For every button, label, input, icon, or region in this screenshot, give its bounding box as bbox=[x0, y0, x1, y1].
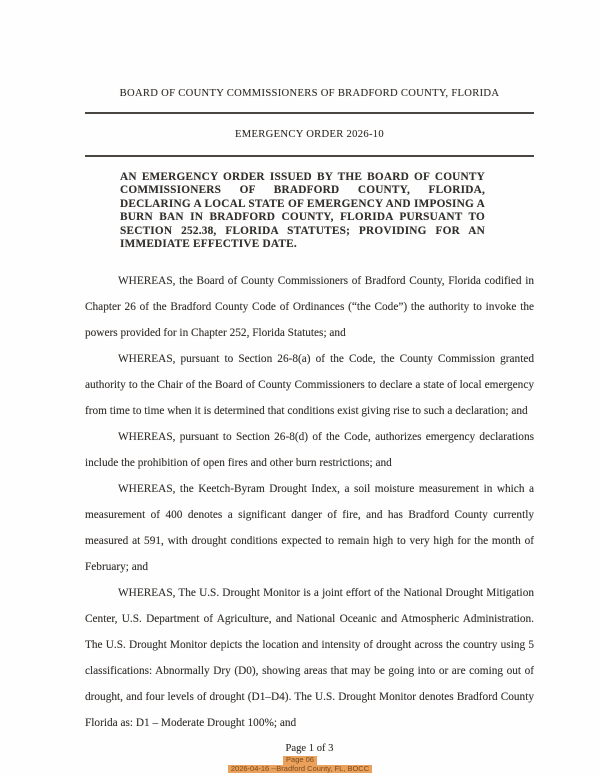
document-header: BOARD OF COUNTY COMMISSIONERS OF BRADFORD COUNTY, FLORIDA bbox=[119, 88, 500, 99]
annotation-page-label: Page 06 bbox=[283, 756, 317, 765]
order-title: AN EMERGENCY ORDER ISSUED BY THE BOARD OF COUNTY COMMISSIONERS OF BRADFORD COUNTY, FLORIDA, DECLARING A LOCAL STATE OF EMERGENCY AND IMPOSING A BURN BAN IN BRADFORD COUNTY, FLORIDA PURSUANT TO SECTION 252.38, FLORIDA STATUTES; PROVIDING FOR AN IMMEDIATE EFFECTIVE DATE. bbox=[120, 171, 485, 251]
horizontal-rule-bottom bbox=[85, 155, 534, 157]
whereas-paragraph: WHEREAS, The U.S. Drought Monitor is a joint effort of the National Drought Mitigation Center, U.S. Department of Agriculture, and National Oceanic and Atmospheric Administration. The U.S. Drought Monitor depicts the location and intensity of drought across the country using 5 classifications: Abnormally Dry (D0), showing areas that may be going into or are coming out of drought, and four levels of drought (D1–D4). The U.S. Drought Monitor denotes Bradford County Florida as: D1 – Moderate Drought 100%; and bbox=[85, 587, 534, 730]
annotation-source-row bbox=[0, 765, 600, 774]
document-body bbox=[85, 0, 534, 754]
horizontal-rule-top bbox=[85, 112, 534, 114]
page-annotation bbox=[0, 756, 600, 773]
whereas-paragraph: WHEREAS, pursuant to Section 26-8(a) of the Code, the County Commission granted authority to the Chair of the Board of County Commissioners to declare a state of local emergency from time to time when it is determined that conditions exist giving rise to such a declaration; and bbox=[85, 353, 534, 418]
whereas-paragraph: WHEREAS, pursuant to Section 26-8(d) of the Code, authorizes emergency declarations include the prohibition of open fires and other burn restrictions; and bbox=[85, 431, 534, 470]
whereas-clauses bbox=[85, 268, 534, 736]
whereas-paragraph: WHEREAS, the Board of County Commissioners of Bradford County, Florida codified in Chapter 26 of the Bradford County Code of Ordinances (“the Code”) the authority to invoke the powers provided for in Chapter 252, Florida Statutes; and bbox=[85, 275, 534, 340]
page-footer: Page 1 of 3 bbox=[285, 743, 334, 755]
whereas-paragraph: WHEREAS, the Keetch-Byram Drought Index, a soil moisture measurement in which a measurement of 400 denotes a significant danger of fire, and has Bradford County currently measured at 591, with drought conditions expected to remain high to very high for the month of February; and bbox=[85, 483, 534, 574]
order-number: EMERGENCY ORDER 2026-10 bbox=[235, 129, 384, 140]
annotation-source-label: 2026-04-16 --Bradford County, FL, BOCC bbox=[228, 765, 372, 774]
